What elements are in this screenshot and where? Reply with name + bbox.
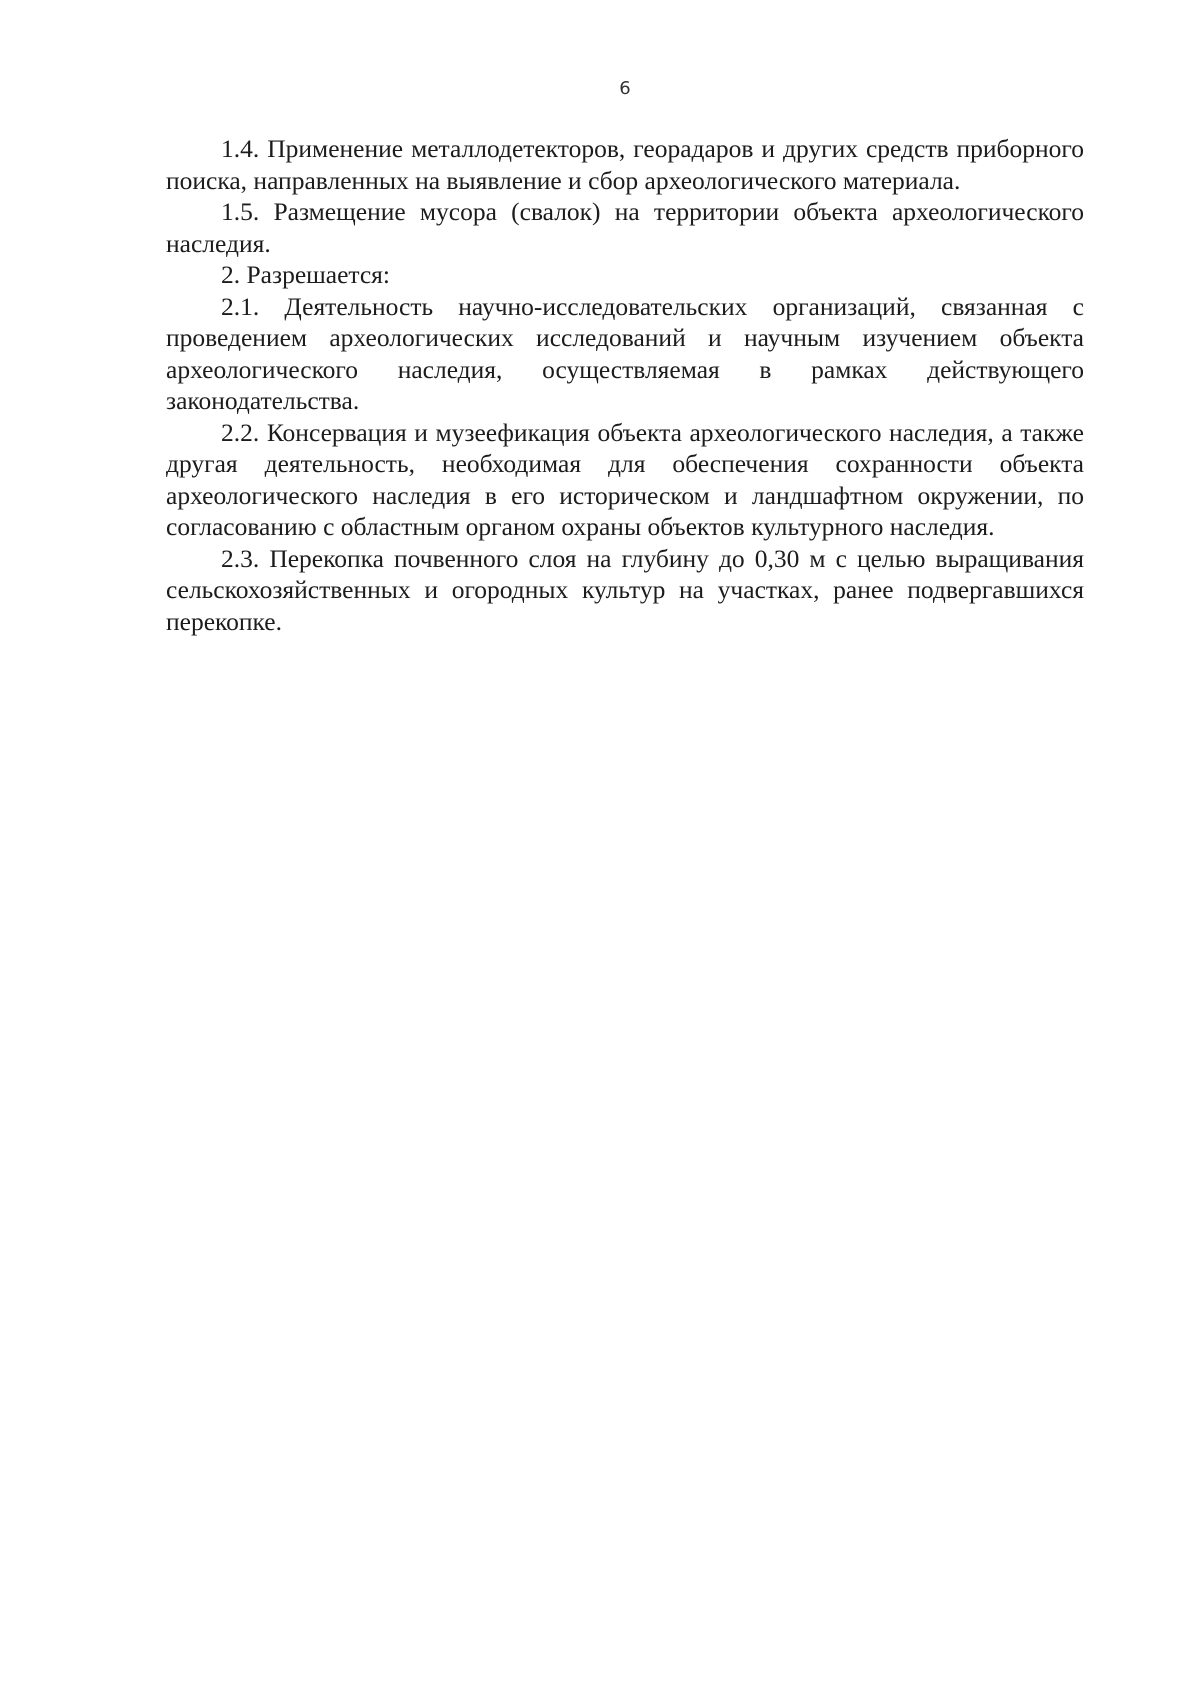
document-body xyxy=(166,133,1084,637)
paragraph-2-1: 2.1. Деятельность научно-исследовательских организаций, связанная с проведением археологических исследований и научным изучением объекта археологического наследия, осуществляемая в рамках действующего законодательства. xyxy=(166,291,1084,415)
paragraph-1-5: 1.5. Размещение мусора (свалок) на территории объекта археологического наследия. xyxy=(166,197,1084,258)
paragraph-1-4: 1.4. Применение металлодетекторов, георадаров и других средств приборного поиска, направленных на выявление и сбор археологического материала. xyxy=(166,134,1084,195)
page-number: 6 xyxy=(619,78,631,99)
paragraph-2-2: 2.2. Консервация и музеефикация объекта археологического наследия, а также другая деятельность, необходимая для обеспечения сохранности объекта археологического наследия в его историческом и ландшафтном окружении, по согласованию с областным органом охраны объектов культурного наследия. xyxy=(166,417,1084,541)
paragraph-2-3: 2.3. Перекопка почвенного слоя на глубину до 0,30 м с целью выращивания сельскохозяйственных и огородных культур на участках, ранее подвергавшихся перекопке. xyxy=(166,543,1084,636)
paragraph-2: 2. Разрешается: xyxy=(221,260,390,289)
